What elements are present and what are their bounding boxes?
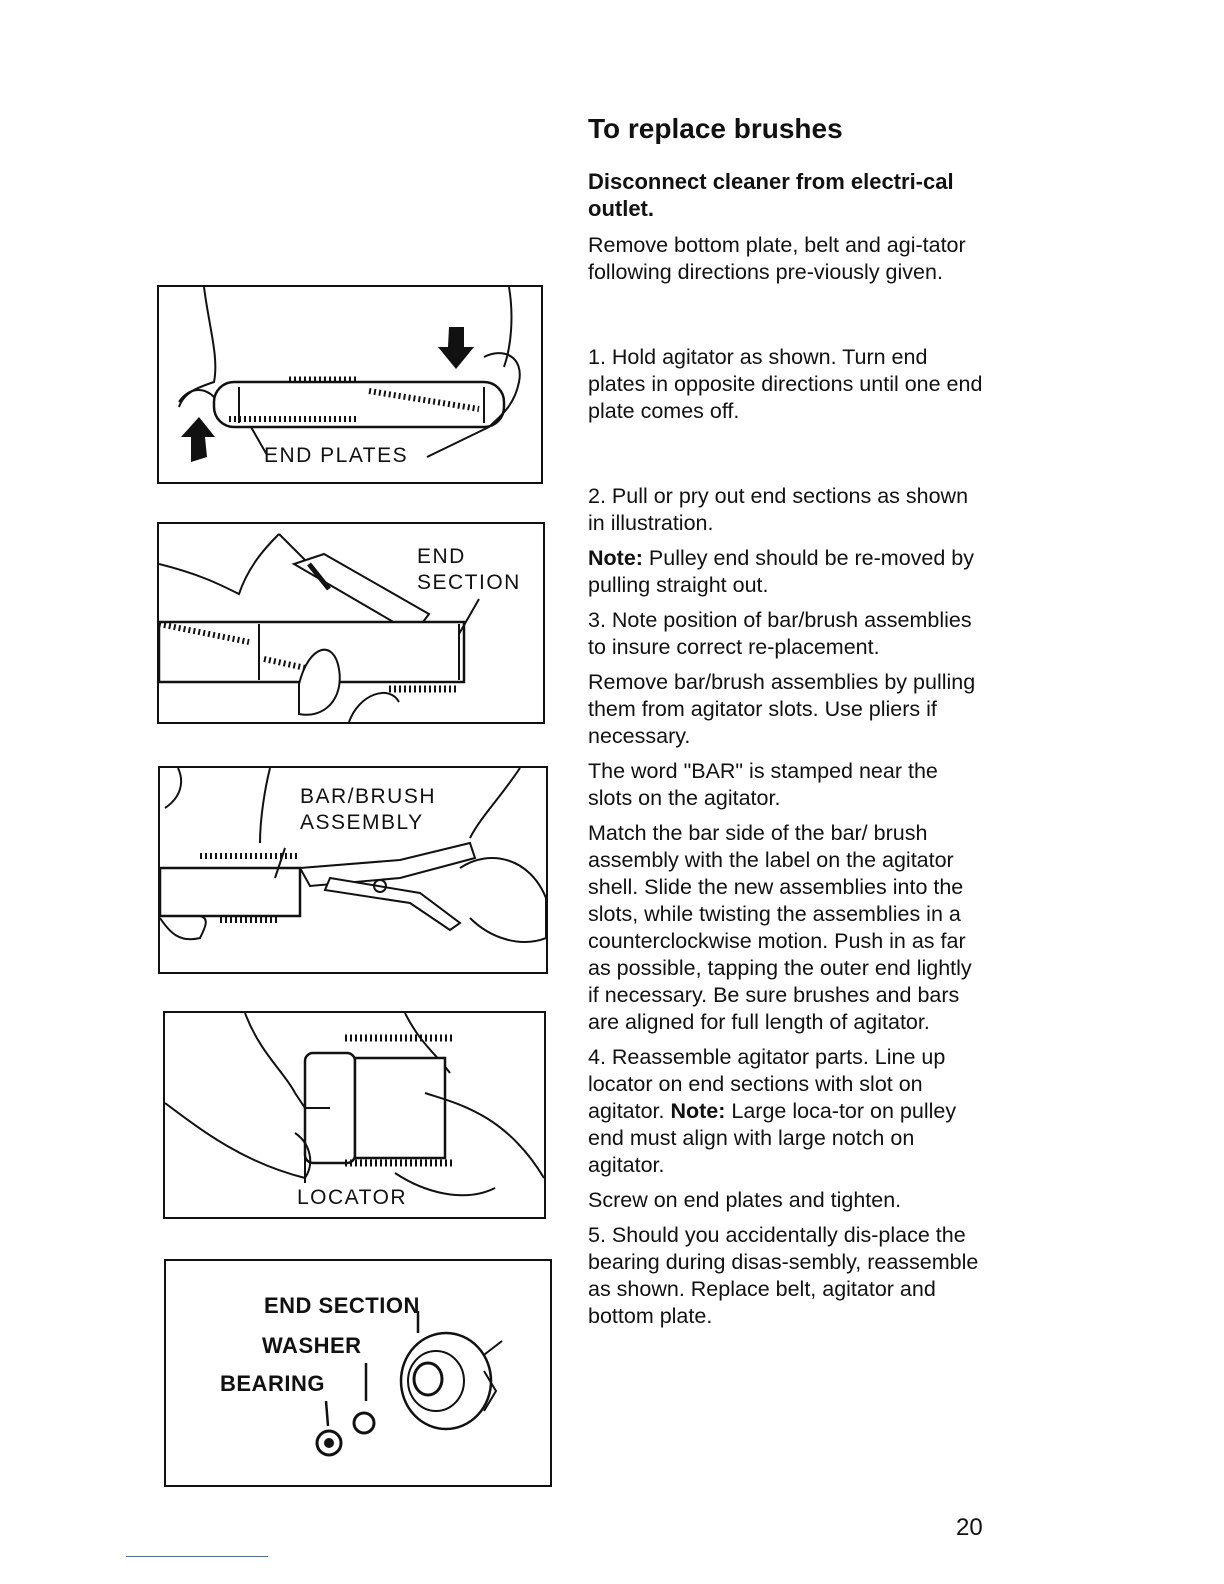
bearing-label: BEARING <box>220 1371 325 1396</box>
bar-word-paragraph: The word "BAR" is stamped near the slots on the agitator. <box>588 759 938 810</box>
end-section-label: END SECTION <box>264 1293 420 1318</box>
footer-rule <box>126 1556 268 1557</box>
bar-brush-label-line2: ASSEMBLY <box>300 811 424 834</box>
figure-bearing-assembly <box>164 1259 552 1487</box>
end-section-label-line1: END <box>417 545 466 568</box>
page-number: 20 <box>956 1514 983 1541</box>
screw-paragraph: Screw on end plates and tighten. <box>588 1188 902 1212</box>
washer-label: WASHER <box>262 1333 362 1358</box>
figure-end-plates <box>157 285 543 484</box>
bar-brush-label-line1: BAR/BRUSH <box>300 785 437 808</box>
intro-paragraph: Remove bottom plate, belt and agi-tator following directions pre-viously given. <box>588 233 966 284</box>
step-5: 5. Should you accidentally dis-place the bearing during disas-sembly, reassemble as shown. Replace belt, agitator and bottom plate. <box>588 1223 979 1328</box>
end-section-label-line2: SECTION <box>417 571 521 594</box>
page-title: To replace brushes <box>588 113 843 144</box>
step-3: 3. Note position of bar/brush assemblies to insure correct re-placement. <box>588 608 972 659</box>
instructions-column <box>588 110 983 1338</box>
step-2: 2. Pull or pry out end sections as shown in illustration. <box>588 484 969 535</box>
figure-bar-brush-assembly <box>158 766 548 974</box>
end-section-illustration <box>159 524 543 722</box>
step-4 <box>588 1044 983 1179</box>
locator-label: LOCATOR <box>297 1186 408 1209</box>
remove-paragraph: Remove bar/brush assemblies by pulling them from agitator slots. Use pliers if necessary. <box>588 670 976 748</box>
note-pulley <box>588 545 983 599</box>
end-plates-label: END PLATES <box>264 444 409 467</box>
match-paragraph: Match the bar side of the bar/ brush assembly with the label on the agitator shell. Slide the new assemblies into the slots, while twisting the assemblies in a counterclockwise motion. Push in as far as possible, tapping the outer end lightly if necessary. Be sure brushes and bars are aligned for full length of agitator. <box>588 821 972 1034</box>
step-4-text: 4. Reassemble agitator parts. Line up locator on end sections with slot on agitator. <box>588 1045 946 1123</box>
note-text-2: Large loca-tor on pulley end must align with large notch on agitator. <box>588 1099 957 1177</box>
figure-end-section <box>157 522 545 724</box>
step-1: 1. Hold agitator as shown. Turn end plates in opposite directions until one end plate comes off. <box>588 345 983 423</box>
note-label: Note: <box>588 546 643 570</box>
note-label-2: Note: <box>670 1099 726 1123</box>
disconnect-warning: Disconnect cleaner from electri-cal outlet. <box>588 169 954 221</box>
figure-locator <box>163 1011 546 1219</box>
note-text: Pulley end should be re-moved by pulling straight out. <box>588 546 974 597</box>
